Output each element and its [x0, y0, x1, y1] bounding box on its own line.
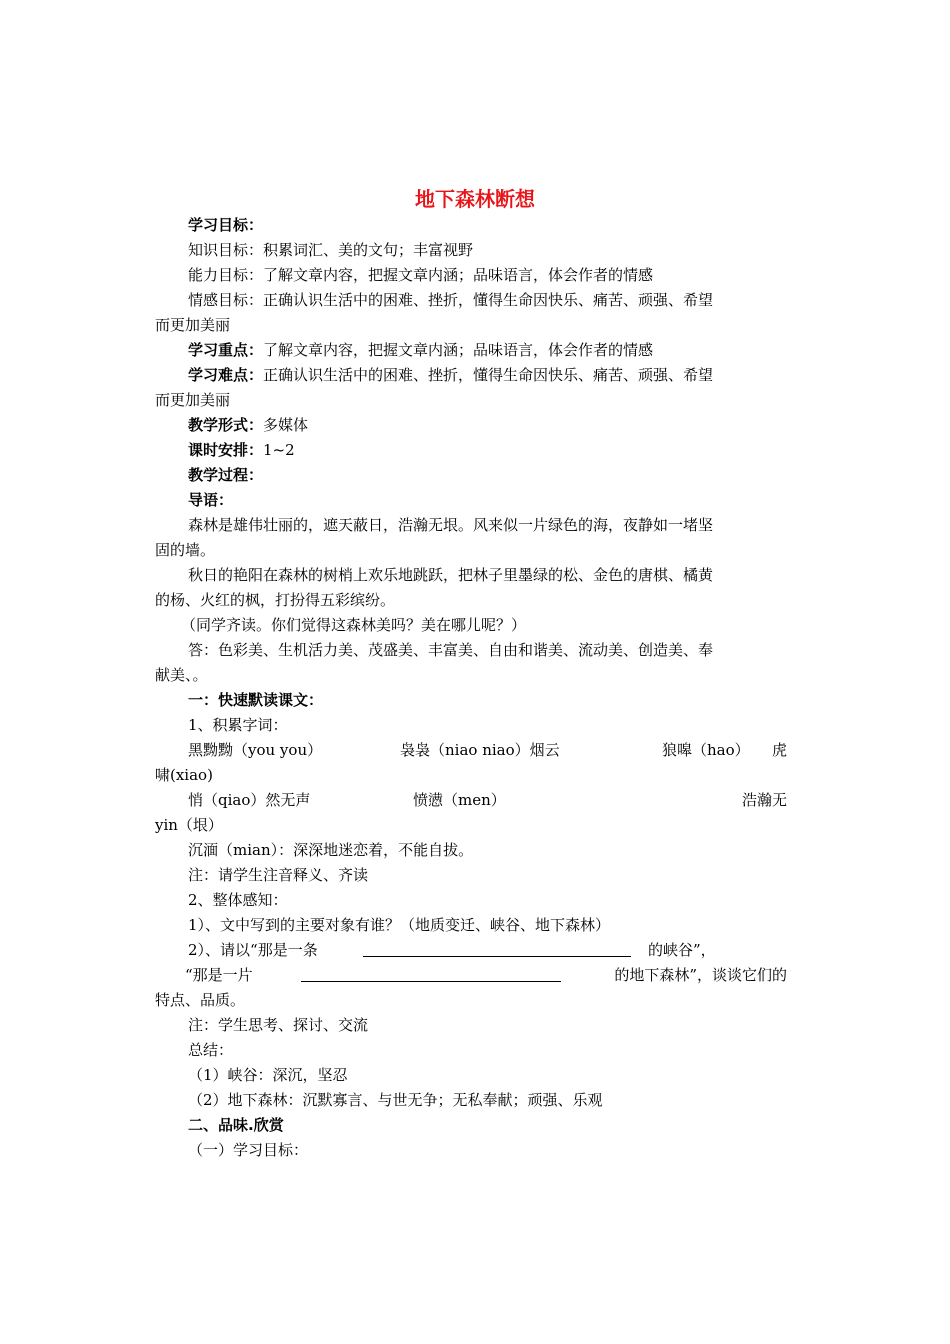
vocab-note: 注：请学生注音释义、齐读 [188, 866, 369, 884]
objectives-heading: 学习目标： [188, 216, 264, 234]
fill-blank-forest [301, 967, 561, 982]
key-point [155, 340, 820, 360]
difficulty-text-line2: 而更加美丽 [155, 391, 231, 409]
emotion-objective-line2: 而更加美丽 [155, 316, 231, 334]
perception-heading: 2、整体感知： [188, 891, 288, 909]
intro-paragraph2-line2: 的杨、火红的枫，打扮得五彩缤纷。 [155, 591, 396, 609]
vocab-word3: 狼嗥（hao） [662, 741, 750, 759]
vocab-heading: 1、积累字词： [188, 716, 288, 734]
fill-blank-canyon [363, 942, 631, 957]
vocab-word6: 愤懑（men） [413, 791, 506, 809]
key-point-text: 了解文章内容，把握文章内涵；品味语言，体会作者的情感 [263, 341, 654, 359]
class-hours-text: 1~2 [263, 441, 295, 459]
vocab-word7: 浩瀚无 [741, 791, 787, 809]
question2-part3: “那是一片 [185, 966, 253, 984]
question2-line3: 特点、品质。 [155, 991, 246, 1009]
teaching-form-label: 教学形式： [188, 416, 264, 434]
question2-part2: 的峡谷”， [648, 941, 716, 959]
intro-paragraph1-line1: 森林是雄伟壮丽的，遮天蔽日，浩瀚无垠。风来似一片绿色的海，夜静如一堵坚 [188, 516, 714, 534]
key-point-label: 学习重点： [188, 341, 264, 359]
section1-heading: 一：快速默读课文： [188, 691, 324, 709]
teaching-form [155, 415, 820, 435]
vocab-word4-continued: 啸(xiao) [155, 766, 213, 784]
difficulty-label: 学习难点： [188, 366, 264, 384]
question2-part4: 的地下森林”，谈谈它们的 [614, 966, 787, 984]
ability-objective: 能力目标：了解文章内容，把握文章内涵；品味语言，体会作者的情感 [188, 266, 654, 284]
vocab-word2: 袅袅（niao niao）烟云 [400, 741, 560, 759]
teaching-form-text: 多媒体 [263, 416, 309, 434]
process-heading: 教学过程： [188, 466, 264, 484]
section2-objectives: （一）学习目标： [188, 1141, 309, 1159]
difficulty-text-line1: 正确认识生活中的困难、挫折，懂得生命因快乐、痛苦、顽强、希望 [263, 366, 714, 384]
vocab-word5: 悄（qiao）然无声 [188, 791, 311, 809]
difficulty [155, 365, 820, 385]
summary-heading: 总结： [188, 1041, 234, 1059]
section2-heading: 二、品味.欣赏 [188, 1116, 284, 1134]
vocab-word8: 沉湎（mian）：深深地迷恋着，不能自拔。 [188, 841, 474, 859]
intro-heading: 导语： [188, 491, 234, 509]
intro-paragraph2-line1: 秋日的艳阳在森林的树梢上欢乐地跳跃，把林子里墨绿的松、金色的唐棋、橘黄 [188, 566, 714, 584]
summary-item2: （2）地下森林：沉默寡言、与世无争；无私奉献；顽强、乐观 [188, 1091, 603, 1109]
knowledge-objective: 知识目标：积累词汇、美的文句；丰富视野 [188, 241, 474, 259]
intro-answer-line2: 献美、。 [155, 666, 208, 684]
question1: 1）、文中写到的主要对象有谁？（地质变迁、峡谷、地下森林） [188, 916, 611, 934]
intro-paragraph1-line2: 固的墙。 [155, 541, 216, 559]
intro-paragraph3: （同学齐读。你们觉得这森林美吗？美在哪儿呢？） [181, 616, 527, 634]
class-hours-label: 课时安排： [188, 441, 264, 459]
vocab-word4: 虎 [771, 741, 787, 759]
vocab-word1: 黑黝黝（you you） [188, 741, 323, 759]
question2-part1: 2）、请以“那是一条 [188, 941, 318, 959]
class-hours [155, 440, 820, 460]
intro-answer-line1: 答：色彩美、生机活力美、茂盛美、丰富美、自由和谐美、流动美、创造美、奉 [188, 641, 714, 659]
vocab-word7-continued: yin（垠） [155, 816, 223, 834]
emotion-objective-line1: 情感目标：正确认识生活中的困难、挫折，懂得生命因快乐、痛苦、顽强、希望 [188, 291, 714, 309]
summary-item1: （1）峡谷：深沉，坚忍 [188, 1066, 348, 1084]
document-title: 地下森林断想 [415, 187, 535, 211]
discussion-note: 注：学生思考、探讨、交流 [188, 1016, 369, 1034]
